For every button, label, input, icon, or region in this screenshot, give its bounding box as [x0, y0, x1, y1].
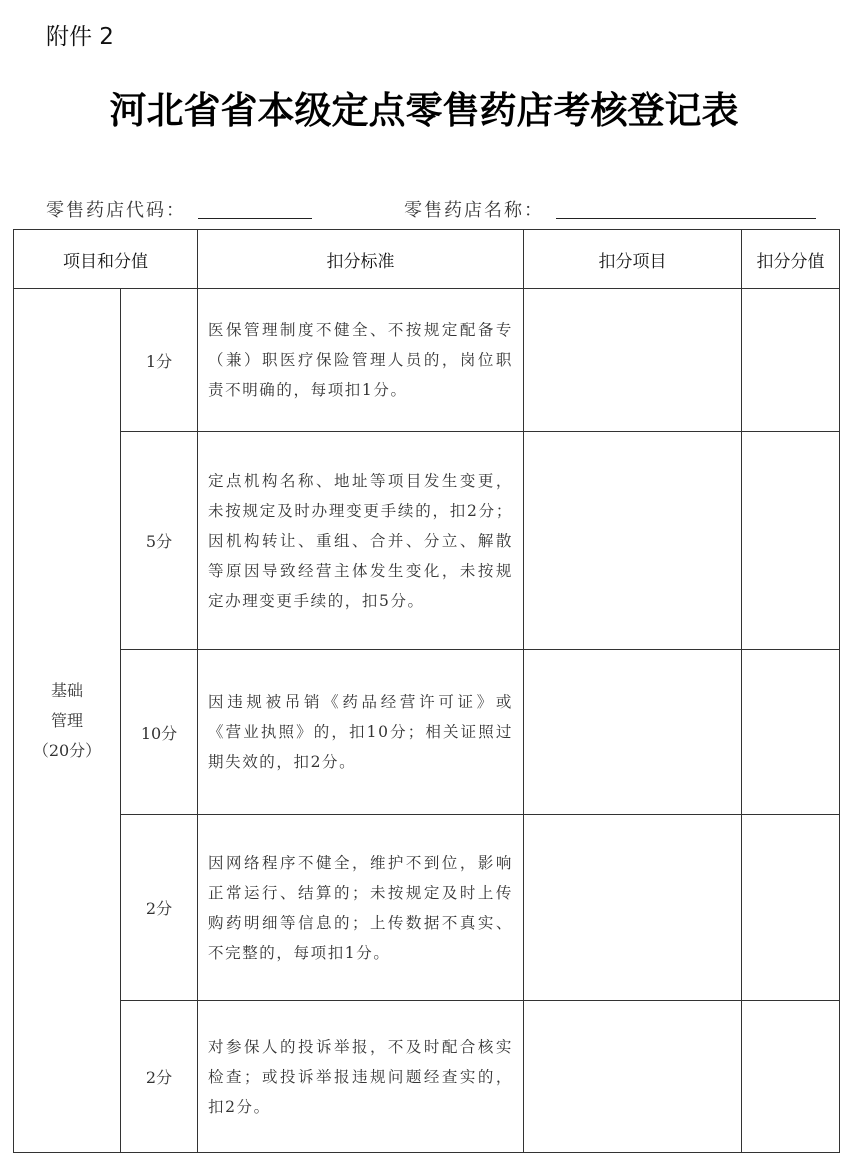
deduction-value-cell[interactable]	[742, 650, 840, 815]
store-code-label: 零售药店代码：	[46, 200, 186, 221]
column-header-deduction-item: 扣分项目	[524, 230, 742, 289]
points-cell: 2分	[121, 1001, 198, 1153]
criteria-cell: 医保管理制度不健全、不按规定配备专（兼）职医疗保险管理人员的，岗位职责不明确的，每项扣1分。	[198, 289, 524, 432]
assessment-table	[13, 229, 840, 1153]
table-header-row	[14, 230, 840, 289]
store-code-field[interactable]	[198, 218, 312, 219]
deduction-item-cell[interactable]	[524, 815, 742, 1001]
category-cell	[14, 289, 121, 1153]
deduction-item-cell[interactable]	[524, 289, 742, 432]
category-line-1: 基础	[50, 680, 83, 700]
column-header-criteria: 扣分标准	[198, 230, 524, 289]
deduction-value-cell[interactable]	[742, 815, 840, 1001]
table-row	[14, 1001, 840, 1153]
criteria-cell: 定点机构名称、地址等项目发生变更，未按规定及时办理变更手续的，扣2分；因机构转让、重组、合并、分立、解散等原因导致经营主体发生变化，未按规定办理变更手续的，扣5分。	[198, 432, 524, 650]
points-cell: 10分	[121, 650, 198, 815]
table-row	[14, 815, 840, 1001]
column-header-deduction-value: 扣分分值	[742, 230, 840, 289]
points-cell: 1分	[121, 289, 198, 432]
category-line-2: 管理	[50, 710, 83, 730]
deduction-value-cell[interactable]	[742, 289, 840, 432]
deduction-item-cell[interactable]	[524, 1001, 742, 1153]
table-row	[14, 650, 840, 815]
deduction-value-cell[interactable]	[742, 432, 840, 650]
criteria-cell: 对参保人的投诉举报，不及时配合核实检查；或投诉举报违规问题经查实的，扣2分。	[198, 1001, 524, 1153]
deduction-value-cell[interactable]	[742, 1001, 840, 1153]
points-cell: 2分	[121, 815, 198, 1001]
store-name-field[interactable]	[556, 218, 816, 219]
column-header-item-score: 项目和分值	[14, 230, 198, 289]
table-row	[14, 289, 840, 432]
page-title: 河北省省本级定点零售药店考核登记表	[109, 88, 739, 132]
criteria-cell: 因违规被吊销《药品经营许可证》或《营业执照》的，扣10分；相关证照过期失效的，扣2分。	[198, 650, 524, 815]
deduction-item-cell[interactable]	[524, 650, 742, 815]
attachment-label: 附件 2	[46, 24, 114, 50]
table-row	[14, 432, 840, 650]
store-name-label: 零售药店名称：	[404, 200, 544, 221]
deduction-item-cell[interactable]	[524, 432, 742, 650]
points-cell: 5分	[121, 432, 198, 650]
criteria-cell: 因网络程序不健全，维护不到位，影响正常运行、结算的；未按规定及时上传购药明细等信息的；上传数据不真实、不完整的，每项扣1分。	[198, 815, 524, 1001]
category-line-3: （20分）	[32, 740, 102, 760]
